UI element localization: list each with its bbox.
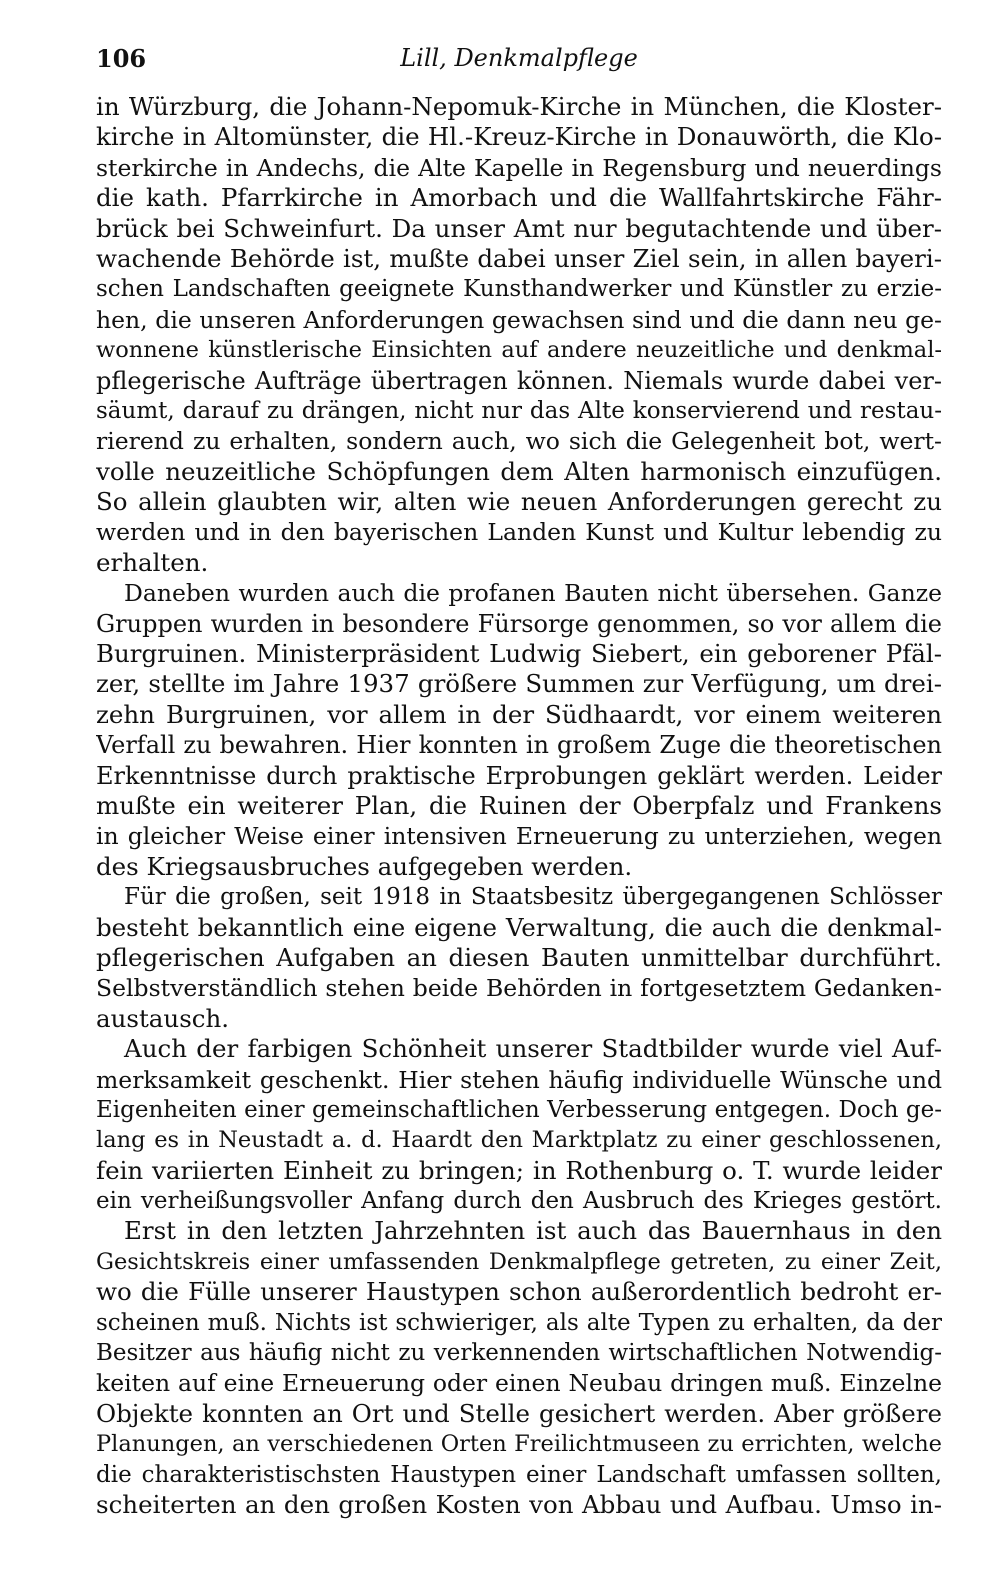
- text-line: So allein glaubten wir, alten wie neuen Anforderungen gerecht zu: [96, 487, 942, 517]
- text-line: die charakteristischsten Haustypen einer Landschaft umfassen sollten,: [96, 1461, 942, 1488]
- text-line: schen Landschaften geeignete Kunsthandwerker und Künstler zu erzie-: [96, 276, 942, 303]
- text-line: besteht bekanntlich eine eigene Verwaltung, die auch die denkmal-: [96, 912, 942, 942]
- text-line: pflegerischen Aufgaben an diesen Bauten unmittelbar durchführt.: [96, 942, 942, 972]
- text-line: Gesichtskreis einer umfassenden Denkmalpflege getreten, zu einer Zeit,: [96, 1248, 942, 1275]
- page-number: 106: [96, 44, 147, 73]
- text-line: wonnene künstlerische Einsichten auf andere neuzeitliche und denkmal-: [96, 337, 942, 364]
- running-head: [96, 44, 942, 78]
- paragraph-townscapes: [96, 1034, 942, 1216]
- text-line: scheinen muß. Nichts ist schwieriger, als alte Typen zu erhalten, da der: [96, 1309, 942, 1336]
- text-line: in gleicher Weise einer intensiven Erneuerung zu unterziehen, wegen: [96, 822, 942, 851]
- text-line: Objekte konnten an Ort und Stelle gesichert werden. Aber größere: [96, 1398, 942, 1428]
- paragraph-castles: [96, 882, 942, 1034]
- text-line: Auch der farbigen Schönheit unserer Stadtbilder wurde viel Auf-: [124, 1034, 942, 1064]
- running-title: Lill, Denkmalpflege: [400, 44, 638, 72]
- text-line: Daneben wurden auch die profanen Bauten nicht übersehen. Ganze: [124, 579, 942, 608]
- body-text: [96, 92, 942, 1520]
- text-line: Eigenheiten einer gemeinschaftlichen Verbesserung entgegen. Doch ge-: [96, 1096, 942, 1123]
- text-line: wo die Fülle unserer Haustypen schon außerordentlich bedroht er-: [96, 1277, 942, 1307]
- text-line: zer, stellte im Jahre 1937 größere Summen zur Verfügung, um drei-: [96, 669, 942, 699]
- text-line: werden und in den bayerischen Landen Kunst und Kultur lebendig zu: [96, 518, 942, 547]
- text-line: Für die großen, seit 1918 in Staatsbesitz übergegangenen Schlösser: [124, 884, 942, 911]
- text-line: wachende Behörde ist, mußte dabei unser Ziel sein, in allen bayeri-: [96, 243, 942, 273]
- text-line: erhalten.: [96, 547, 209, 577]
- text-line: säumt, darauf zu drängen, nicht nur das Alte konservierend und restau-: [96, 397, 942, 424]
- paragraph-profane-buildings: [96, 578, 942, 882]
- text-line: Besitzer aus häufig nicht zu verkennenden wirtschaftlichen Notwendig-: [96, 1340, 942, 1367]
- text-line: Erst in den letzten Jahrzehnten ist auch das Bauernhaus in den: [124, 1216, 942, 1246]
- text-line: kirche in Altomünster, die Hl.-Kreuz-Kirche in Donauwörth, die Klo-: [96, 122, 942, 152]
- text-line: Selbstverständlich stehen beide Behörden in fortgesetztem Gedanken-: [96, 974, 942, 1003]
- text-line: ein verheißungsvoller Anfang durch den Ausbruch des Krieges gestört.: [96, 1188, 942, 1215]
- text-line: mußte ein weiterer Plan, die Ruinen der Oberpfalz und Frankens: [96, 790, 942, 820]
- text-line: Erkenntnisse durch praktische Erprobungen geklärt werden. Leider: [96, 761, 942, 790]
- text-line: Planungen, an verschiedenen Orten Freilichtmuseen zu errichten, welche: [96, 1431, 942, 1458]
- text-line: Verfall zu bewahren. Hier konnten in großem Zuge die theoretischen: [96, 731, 942, 760]
- text-line: austausch.: [96, 1003, 230, 1033]
- text-line: pflegerische Aufträge übertragen können. Niemals wurde dabei ver-: [96, 366, 942, 395]
- paragraph-farmhouses: [96, 1216, 942, 1520]
- text-line: keiten auf eine Erneuerung oder einen Neubau dringen muß. Einzelne: [96, 1369, 942, 1398]
- text-line: rierend zu erhalten, sondern auch, wo sich die Gelegenheit bot, wert-: [96, 427, 942, 456]
- text-line: Gruppen wurden in besondere Fürsorge genommen, so vor allem die: [96, 609, 942, 638]
- text-line: in Würzburg, die Johann-Nepomuk-Kirche in München, die Kloster-: [96, 92, 942, 121]
- text-line: hen, die unseren Anforderungen gewachsen sind und die dann neu ge-: [96, 305, 942, 334]
- text-line: brück bei Schweinfurt. Da unser Amt nur begutachtende und über-: [96, 213, 942, 243]
- text-line: merksamkeit geschenkt. Hier stehen häufig individuelle Wünsche und: [96, 1065, 942, 1094]
- text-line: fein variierten Einheit zu bringen; in Rothenburg o. T. wurde leider: [96, 1155, 942, 1185]
- text-line: scheiterten an den großen Kosten von Abbau und Aufbau. Umso in-: [96, 1489, 942, 1519]
- text-line: volle neuzeitliche Schöpfungen dem Alten harmonisch einzufügen.: [96, 456, 942, 486]
- text-line: zehn Burgruinen, vor allem in der Südhaardt, vor einem weiteren: [96, 699, 942, 729]
- paragraph-churches: [96, 92, 942, 578]
- text-line: Burgruinen. Ministerpräsident Ludwig Siebert, ein geborener Pfäl-: [96, 639, 942, 669]
- text-line: des Kriegsausbruches aufgegeben werden.: [96, 851, 633, 881]
- text-line: lang es in Neustadt a. d. Haardt den Marktplatz zu einer geschlossenen,: [96, 1127, 942, 1154]
- text-line: die kath. Pfarrkirche in Amorbach und die Wallfahrtskirche Fähr-: [96, 183, 942, 213]
- text-line: sterkirche in Andechs, die Alte Kapelle in Regensburg und neuerdings: [96, 153, 942, 182]
